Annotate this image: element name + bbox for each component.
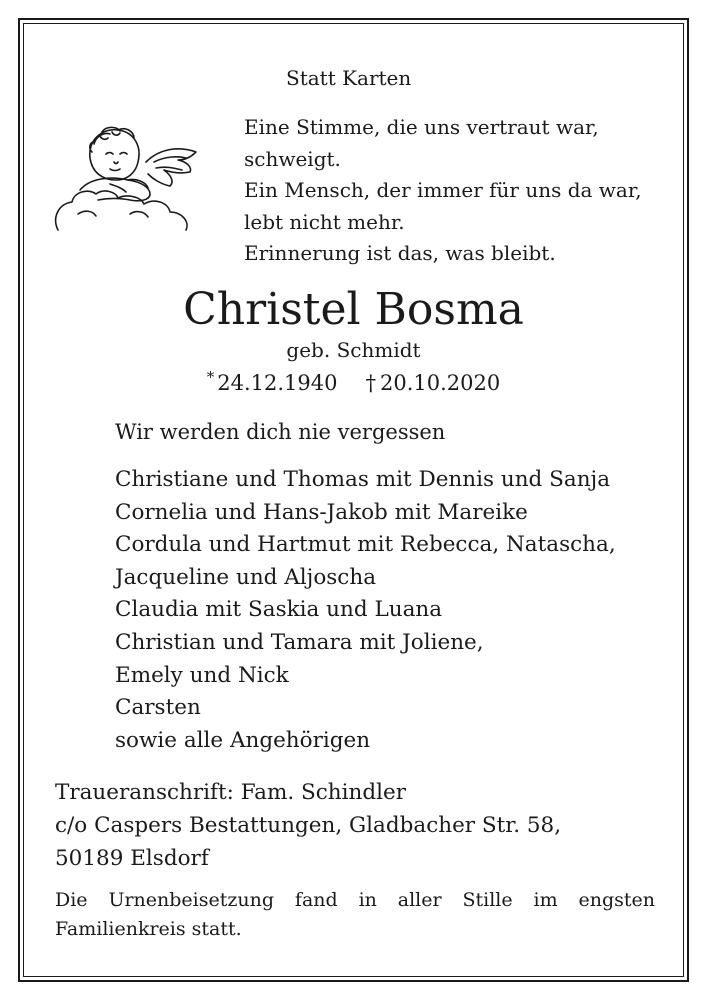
notice-line: Die Urnenbeisetzung fand in aller Stille im engsten — [55, 889, 655, 911]
deceased-name: Christel Bosma — [183, 284, 524, 335]
death-symbol: † — [365, 371, 376, 395]
poem-line: Eine Stimme, die uns vertraut war, — [244, 115, 599, 139]
header-statt-karten: Statt Karten — [286, 66, 412, 90]
poem-line: schweigt. — [244, 146, 341, 171]
motto: Wir werden dich nie vergessen — [115, 420, 446, 444]
poem — [244, 112, 642, 270]
family-line: sowie alle Angehörigen — [115, 727, 371, 753]
notice-line: Familienkreis statt. — [55, 918, 242, 940]
birth-symbol: * — [206, 368, 215, 386]
family-line: Christiane und Thomas mit Dennis und Sanja — [115, 467, 611, 492]
address-line: c/o Caspers Bestattungen, Gladbacher Str. 58, — [55, 813, 562, 838]
birth-date: 24.12.1940 — [217, 371, 338, 395]
birth-name: geb. Schmidt — [286, 338, 421, 362]
life-dates — [0, 368, 707, 395]
cherub-angel-icon — [50, 118, 200, 233]
mourning-address — [55, 776, 561, 875]
poem-line: Erinnerung ist das, was bleibt. — [244, 241, 556, 265]
family-line: Jacqueline und Aljoscha — [115, 564, 377, 590]
death-date: 20.10.2020 — [380, 371, 501, 395]
family-list — [115, 464, 616, 757]
burial-notice — [55, 886, 655, 944]
family-line: Carsten — [115, 695, 201, 721]
poem-line: Ein Mensch, der immer für uns da war, — [244, 178, 642, 202]
poem-line: lebt nicht mehr. — [244, 209, 405, 234]
family-line: Emely und Nick — [115, 662, 289, 688]
family-line: Cordula und Hartmut mit Rebecca, Natascha, — [115, 532, 616, 558]
address-line: 50189 Elsdorf — [55, 846, 209, 871]
family-line: Claudia mit Saskia und Luana — [115, 597, 443, 623]
family-line: Christian und Tamara mit Joliene, — [115, 629, 484, 655]
address-line: Traueranschrift: Fam. Schindler — [55, 780, 407, 805]
family-line: Cornelia und Hans-Jakob mit Mareike — [115, 499, 528, 525]
